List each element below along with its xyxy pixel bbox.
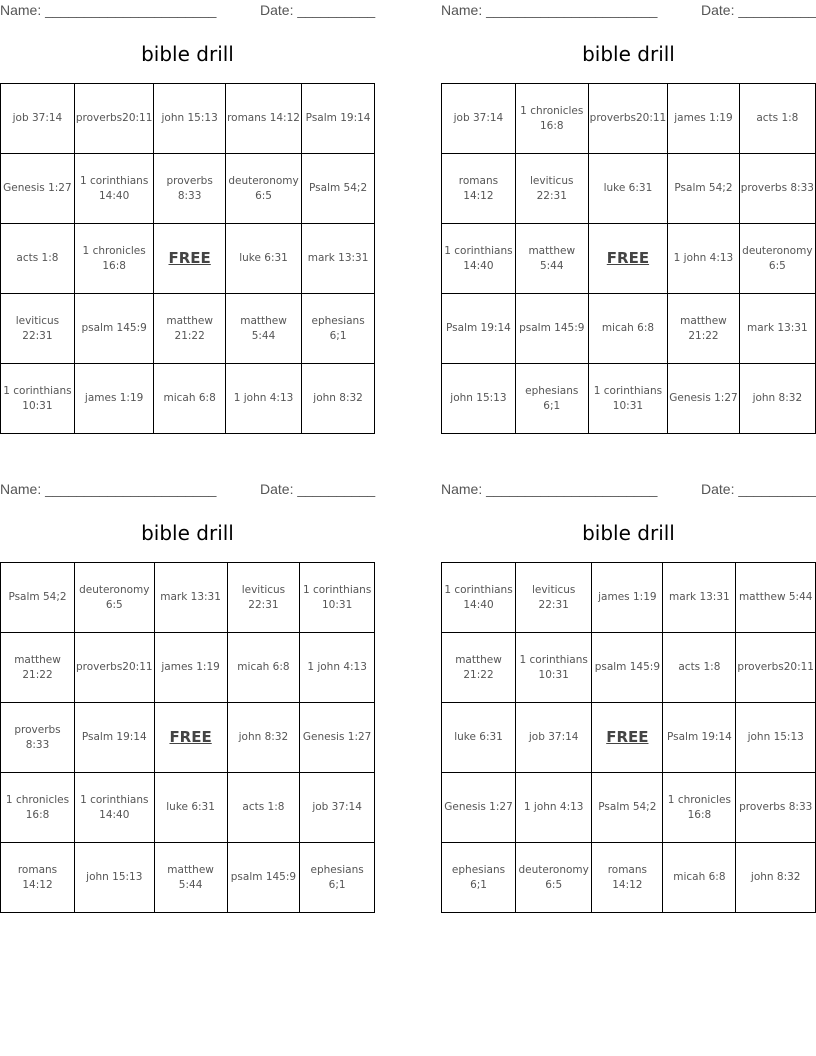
bingo-cell: james 1:19 bbox=[668, 84, 739, 154]
bingo-cell: Psalm 19:14 bbox=[302, 84, 375, 154]
bingo-grid bbox=[0, 83, 375, 434]
bingo-cell: matthew 5:44 bbox=[736, 563, 816, 633]
bingo-grid bbox=[0, 562, 375, 913]
bingo-cell: 1 corinthians 10:31 bbox=[588, 364, 668, 434]
bingo-cell: psalm 145:9 bbox=[515, 294, 588, 364]
bingo-cell: deuteronomy 6:5 bbox=[75, 563, 155, 633]
bingo-cell: 1 john 4:13 bbox=[668, 224, 739, 294]
bingo-cell: proverbs20:11 bbox=[75, 633, 155, 703]
bingo-cell: proverbs20:11 bbox=[74, 84, 154, 154]
card-header bbox=[0, 479, 375, 501]
bingo-cell: matthew 5:44 bbox=[515, 224, 588, 294]
bingo-cell: micah 6:8 bbox=[227, 633, 300, 703]
bingo-cell: matthew 21:22 bbox=[1, 633, 75, 703]
bingo-cell: matthew 21:22 bbox=[154, 294, 225, 364]
bingo-cell: romans 14:12 bbox=[442, 154, 516, 224]
grid-row bbox=[1, 84, 375, 154]
bingo-cell: Psalm 19:14 bbox=[442, 294, 516, 364]
bingo-cell: acts 1:8 bbox=[227, 773, 300, 843]
bingo-cell: luke 6:31 bbox=[588, 154, 668, 224]
grid-row bbox=[1, 154, 375, 224]
date-label: Date: __________ bbox=[260, 481, 376, 497]
grid-row bbox=[1, 294, 375, 364]
bingo-cell: Genesis 1:27 bbox=[300, 703, 375, 773]
bingo-cell: psalm 145:9 bbox=[74, 294, 154, 364]
bingo-cell: micah 6:8 bbox=[154, 364, 225, 434]
card-title: bible drill bbox=[582, 521, 675, 545]
free-space: FREE bbox=[154, 224, 225, 294]
name-label: Name: ______________________ bbox=[441, 2, 658, 18]
bingo-cell: psalm 145:9 bbox=[592, 633, 663, 703]
bingo-cell: romans 14:12 bbox=[592, 843, 663, 913]
bingo-cell: luke 6:31 bbox=[442, 703, 516, 773]
bingo-cell: Psalm 19:14 bbox=[75, 703, 155, 773]
bingo-cell: proverbs 8:33 bbox=[736, 773, 816, 843]
bingo-cell: acts 1:8 bbox=[1, 224, 75, 294]
bingo-cell: 1 john 4:13 bbox=[225, 364, 301, 434]
bingo-cell: leviticus 22:31 bbox=[515, 154, 588, 224]
bingo-cell: micah 6:8 bbox=[663, 843, 736, 913]
bingo-cell: deuteronomy 6:5 bbox=[225, 154, 301, 224]
grid-row bbox=[1, 563, 375, 633]
bingo-cell: 1 corinthians 10:31 bbox=[516, 633, 592, 703]
card-header bbox=[441, 0, 816, 22]
bingo-cell: john 15:13 bbox=[442, 364, 516, 434]
bingo-cell: james 1:19 bbox=[592, 563, 663, 633]
name-label: Name: ______________________ bbox=[0, 481, 217, 497]
bingo-cell: luke 6:31 bbox=[225, 224, 301, 294]
bingo-cell: deuteronomy 6:5 bbox=[516, 843, 592, 913]
free-space: FREE bbox=[154, 703, 227, 773]
bingo-cell: job 37:14 bbox=[442, 84, 516, 154]
bingo-cell: job 37:14 bbox=[516, 703, 592, 773]
bingo-cell: john 8:32 bbox=[227, 703, 300, 773]
bingo-cell: matthew 5:44 bbox=[225, 294, 301, 364]
bingo-cell: mark 13:31 bbox=[302, 224, 375, 294]
bingo-cell: james 1:19 bbox=[74, 364, 154, 434]
bingo-cell: leviticus 22:31 bbox=[227, 563, 300, 633]
free-space: FREE bbox=[588, 224, 668, 294]
bingo-cell: job 37:14 bbox=[1, 84, 75, 154]
bingo-cell: 1 corinthians 10:31 bbox=[300, 563, 375, 633]
bingo-cell: john 15:13 bbox=[736, 703, 816, 773]
bingo-cell: romans 14:12 bbox=[225, 84, 301, 154]
grid-row bbox=[442, 154, 816, 224]
bingo-cell: matthew 21:22 bbox=[442, 633, 516, 703]
grid-row bbox=[1, 224, 375, 294]
bingo-cell: romans 14:12 bbox=[1, 843, 75, 913]
bingo-card bbox=[441, 0, 816, 412]
bingo-cell: matthew 5:44 bbox=[154, 843, 227, 913]
bingo-cell: Genesis 1:27 bbox=[442, 773, 516, 843]
bingo-cell: proverbs20:11 bbox=[588, 84, 668, 154]
bingo-cell: Psalm 54;2 bbox=[1, 563, 75, 633]
bingo-cell: Genesis 1:27 bbox=[668, 364, 739, 434]
grid-row bbox=[1, 773, 375, 843]
bingo-card bbox=[0, 479, 376, 891]
grid-row bbox=[442, 294, 816, 364]
bingo-cell: Psalm 19:14 bbox=[663, 703, 736, 773]
bingo-cell: 1 corinthians 10:31 bbox=[1, 364, 75, 434]
bingo-cell: john 15:13 bbox=[75, 843, 155, 913]
grid-row bbox=[442, 773, 816, 843]
date-label: Date: __________ bbox=[260, 2, 376, 18]
bingo-cell: 1 chronicles 16:8 bbox=[515, 84, 588, 154]
grid-row bbox=[442, 563, 816, 633]
date-label: Date: __________ bbox=[701, 481, 816, 497]
grid-row bbox=[442, 843, 816, 913]
bingo-cell: proverbs20:11 bbox=[736, 633, 816, 703]
card-title: bible drill bbox=[141, 42, 234, 66]
bingo-cell: matthew 21:22 bbox=[668, 294, 739, 364]
bingo-cell: 1 chronicles 16:8 bbox=[663, 773, 736, 843]
bingo-cell: 1 john 4:13 bbox=[516, 773, 592, 843]
bingo-cell: 1 chronicles 16:8 bbox=[1, 773, 75, 843]
bingo-cell: psalm 145:9 bbox=[227, 843, 300, 913]
bingo-card bbox=[0, 0, 376, 412]
name-label: Name: ______________________ bbox=[0, 2, 217, 18]
bingo-grid bbox=[441, 562, 816, 913]
bingo-cell: 1 corinthians 14:40 bbox=[75, 773, 155, 843]
grid-row bbox=[442, 633, 816, 703]
bingo-cell: acts 1:8 bbox=[663, 633, 736, 703]
bingo-cell: Psalm 54;2 bbox=[592, 773, 663, 843]
date-label: Date: __________ bbox=[701, 2, 816, 18]
card-header bbox=[441, 479, 816, 501]
bingo-cell: ephesians 6;1 bbox=[515, 364, 588, 434]
bingo-cell: john 8:32 bbox=[736, 843, 816, 913]
bingo-cell: ephesians 6;1 bbox=[302, 294, 375, 364]
bingo-cell: john 8:32 bbox=[739, 364, 815, 434]
bingo-cell: 1 chronicles 16:8 bbox=[74, 224, 154, 294]
free-space: FREE bbox=[592, 703, 663, 773]
bingo-cell: ephesians 6;1 bbox=[300, 843, 375, 913]
bingo-cell: micah 6:8 bbox=[588, 294, 668, 364]
bingo-cell: Genesis 1:27 bbox=[1, 154, 75, 224]
grid-row bbox=[1, 364, 375, 434]
card-header bbox=[0, 0, 375, 22]
bingo-cell: ephesians 6;1 bbox=[442, 843, 516, 913]
bingo-cell: Psalm 54;2 bbox=[668, 154, 739, 224]
bingo-cell: 1 corinthians 14:40 bbox=[74, 154, 154, 224]
bingo-grid bbox=[441, 83, 816, 434]
bingo-cell: acts 1:8 bbox=[739, 84, 815, 154]
bingo-cell: mark 13:31 bbox=[154, 563, 227, 633]
grid-row bbox=[442, 84, 816, 154]
bingo-cell: mark 13:31 bbox=[739, 294, 815, 364]
bingo-cell: luke 6:31 bbox=[154, 773, 227, 843]
bingo-cell: deuteronomy 6:5 bbox=[739, 224, 815, 294]
name-label: Name: ______________________ bbox=[441, 481, 658, 497]
bingo-cell: proverbs 8:33 bbox=[1, 703, 75, 773]
bingo-cell: 1 john 4:13 bbox=[300, 633, 375, 703]
grid-row bbox=[442, 224, 816, 294]
bingo-cell: mark 13:31 bbox=[663, 563, 736, 633]
bingo-cell: proverbs 8:33 bbox=[739, 154, 815, 224]
card-title: bible drill bbox=[582, 42, 675, 66]
bingo-cell: john 15:13 bbox=[154, 84, 225, 154]
bingo-cell: john 8:32 bbox=[302, 364, 375, 434]
bingo-cell: job 37:14 bbox=[300, 773, 375, 843]
bingo-cell: Psalm 54;2 bbox=[302, 154, 375, 224]
bingo-cell: leviticus 22:31 bbox=[516, 563, 592, 633]
grid-row bbox=[442, 703, 816, 773]
bingo-cell: 1 corinthians 14:40 bbox=[442, 224, 516, 294]
bingo-cell: proverbs 8:33 bbox=[154, 154, 225, 224]
bingo-cell: james 1:19 bbox=[154, 633, 227, 703]
bingo-cell: leviticus 22:31 bbox=[1, 294, 75, 364]
grid-row bbox=[442, 364, 816, 434]
grid-row bbox=[1, 633, 375, 703]
bingo-card bbox=[441, 479, 816, 891]
bingo-cell: 1 corinthians 14:40 bbox=[442, 563, 516, 633]
grid-row bbox=[1, 703, 375, 773]
card-title: bible drill bbox=[141, 521, 234, 545]
grid-row bbox=[1, 843, 375, 913]
